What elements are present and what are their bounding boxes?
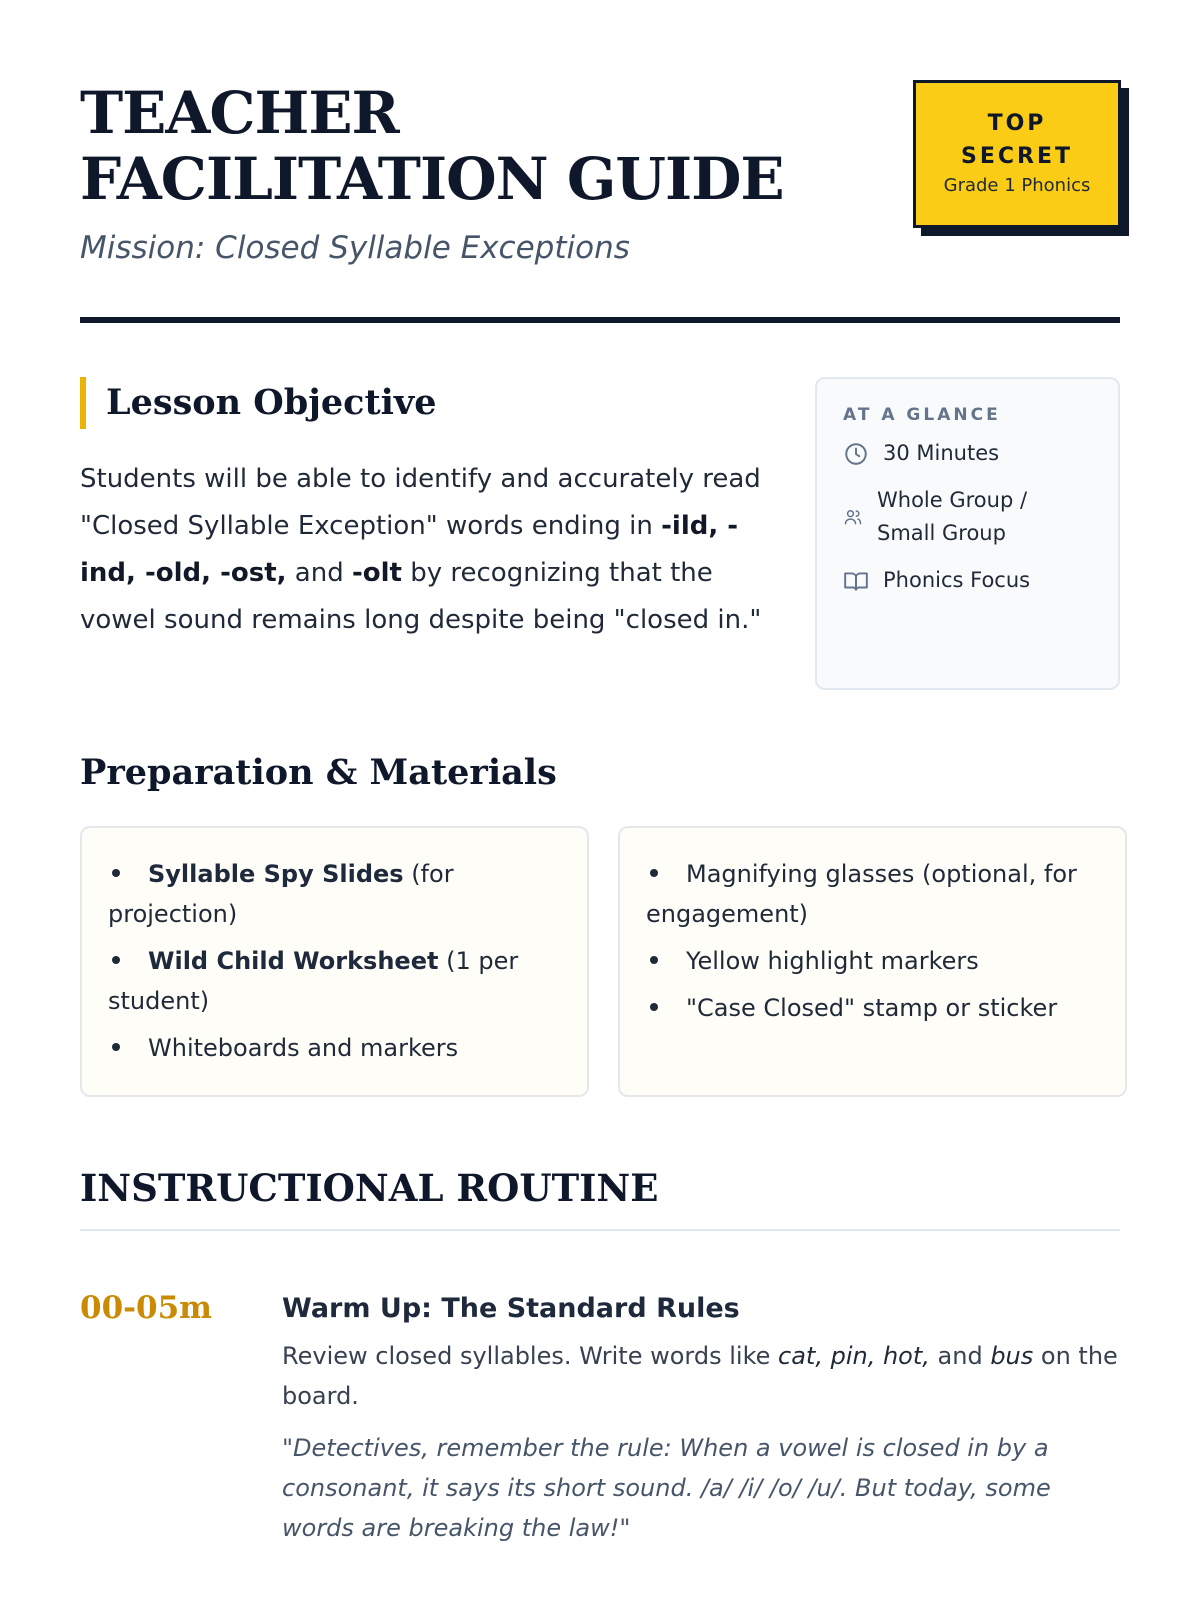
list-item [646, 854, 1099, 934]
top-secret-stamp [913, 80, 1121, 228]
users-icon [843, 507, 863, 527]
page-subtitle: Mission: Closed Syllable Exceptions [80, 230, 630, 266]
material-name: Syllable Spy Slides [148, 860, 404, 888]
objective-and: and [286, 558, 352, 588]
material-name: Wild Child Worksheet [148, 947, 439, 975]
at-a-glance-card [815, 377, 1120, 690]
list-item [108, 941, 561, 1021]
step-desc-part1: Review closed syllables. Write words like [282, 1342, 779, 1370]
objective-text-part2: by recognizing that the vowel sound remains long despite being "closed in." [80, 558, 762, 635]
routine-heading: INSTRUCTIONAL ROUTINE [80, 1166, 659, 1210]
stamp-grade: Grade 1 Phonics [943, 175, 1091, 196]
bullet [112, 956, 120, 964]
glance-item-focus [843, 564, 1092, 597]
materials-list-right [646, 854, 1099, 1028]
bullet [650, 869, 658, 877]
book-icon [843, 568, 869, 594]
list-item [108, 854, 561, 934]
routine-divider [80, 1229, 1120, 1231]
objective-text [80, 456, 770, 644]
material-note: Whiteboards and markers [148, 1034, 459, 1062]
step-examples: cat, pin, hot, [778, 1342, 930, 1370]
material-note: Yellow highlight markers [686, 947, 979, 975]
materials-list-left [108, 854, 561, 1068]
document-header [80, 80, 1120, 320]
list-item [108, 1028, 561, 1068]
glance-item-text: Whole Group / Small Group [877, 488, 1028, 545]
bullet [650, 956, 658, 964]
objective-ending-last: -olt [351, 558, 402, 588]
bullet [112, 1043, 120, 1051]
header-divider [80, 317, 1120, 323]
material-note: (1 per student) [108, 947, 519, 1015]
list-item [646, 941, 1099, 981]
page-title: TEACHER FACILITATION GUIDE [80, 79, 784, 213]
glance-item-text: Phonics Focus [883, 568, 1031, 592]
glance-item-grouping [843, 484, 1092, 550]
step-script-quote: "Detectives, remember the rule: When a vowel is closed in by a consonant, it says its short sound. /a/ /i/ /o/ /u/. But today, some words are breaking the law!" [282, 1434, 1051, 1542]
objective-heading: Lesson Objective [106, 382, 437, 423]
bullet [112, 869, 120, 877]
material-note: "Case Closed" stamp or sticker [686, 994, 1058, 1022]
material-note: (for projection) [108, 860, 454, 928]
bullet [650, 1003, 658, 1011]
glance-item-duration [843, 437, 1092, 470]
step-example-last: bus [990, 1342, 1034, 1370]
material-note: Magnifying glasses (optional, for engagement) [646, 860, 1077, 928]
materials-card-left [80, 826, 589, 1097]
step-time: 00-05m [80, 1290, 212, 1326]
step-desc-and: and [929, 1342, 991, 1370]
glance-label: AT A GLANCE [843, 405, 1001, 425]
objective-endings: -ild, -ind, -old, -ost, [80, 511, 739, 588]
materials-card-right [618, 826, 1127, 1097]
materials-heading-block [80, 747, 557, 799]
list-item [646, 988, 1099, 1028]
step-title: Warm Up: The Standard Rules [282, 1293, 740, 1324]
stamp-line-1: TOP [987, 111, 1047, 136]
objective-text-part1: Students will be able to identify and accurately read "Closed Syllable Exception" words ending in [80, 464, 761, 541]
routine-step [282, 1290, 1120, 1548]
objective-heading-block [80, 377, 437, 429]
glance-item-text: 30 Minutes [883, 441, 1000, 465]
stamp-line-2: SECRET [961, 144, 1073, 169]
step-description [282, 1336, 1120, 1416]
clock-icon [843, 441, 869, 467]
step-desc-part2: on the board. [282, 1342, 1118, 1410]
materials-heading: Preparation & Materials [80, 752, 557, 793]
